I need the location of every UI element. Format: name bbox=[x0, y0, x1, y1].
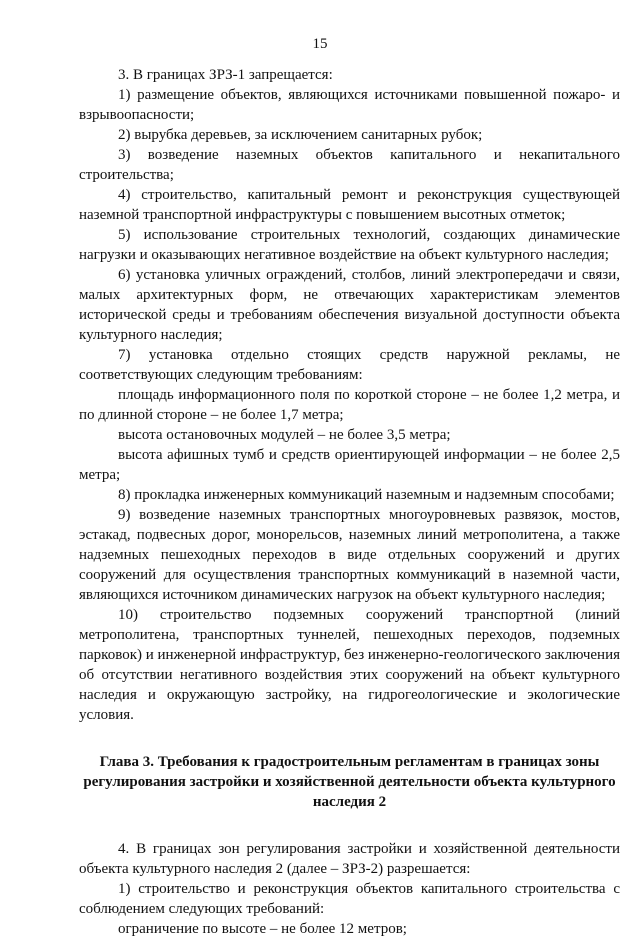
section-3-item: 9) возведение наземных транспортных многоуровневых развязок, мостов, эстакад, подвесных дорог, монорельсов, наземных линий метрополитена, а также надземных пешеходных переходов в виде отдельных сооружений и других сооружений для осуществления транспортных коммуникаций в наземной части, являющихся источником динамических нагрузок на объект культурного наследия; bbox=[79, 507, 620, 603]
section-3-item: 5) использование строительных технологий, создающих динамические нагрузки и оказывающих негативное воздействие на объект культурного наследия; bbox=[79, 227, 620, 263]
page-number: 15 bbox=[312, 36, 328, 52]
section-3-subitem: высота афишных тумб и средств ориентирующей информации – не более 2,5 метра; bbox=[79, 447, 620, 483]
section-3-subitem: высота остановочных модулей – не более 3,5 метра; bbox=[118, 427, 451, 443]
section-3-item: 10) строительство подземных сооружений транспортной (линий метрополитена, транспортных туннелей, пешеходных переходов, подземных парковок) и инженерной инфраструктур, без инженерно-геологического заключения об отсутствии негативного воздействия этих сооружений на объект культурного наследия и окружающую застройку, на гидрогеологические и экологические условия. bbox=[79, 607, 620, 723]
section-3-intro: 3. В границах ЗРЗ-1 запрещается: bbox=[118, 67, 333, 83]
section-3-item: 1) размещение объектов, являющихся источниками повышенной пожаро- и взрывоопасности; bbox=[79, 87, 620, 123]
section-3-subitem: площадь информационного поля по короткой стороне – не более 1,2 метра, и по длинной стороне – не более 1,7 метра; bbox=[79, 387, 620, 423]
section-3-item: 4) строительство, капитальный ремонт и реконструкция существующей наземной транспортной инфраструктуры с повышением высотных отметок; bbox=[79, 187, 620, 223]
document-body bbox=[79, 65, 620, 939]
chapter-3-heading: Глава 3. Требования к градостроительным регламентам в границах зоны регулирования застройки и хозяйственной деятельности объекта культурного наследия 2 bbox=[83, 754, 616, 810]
section-3-item: 7) установка отдельно стоящих средств наружной рекламы, не соответствующих следующим требованиям: bbox=[79, 347, 620, 383]
section-3-item: 6) установка уличных ограждений, столбов, линий электропередачи и связи, малых архитектурных форм, не отвечающих характеристикам элементов исторической среды и требованиям обеспечения визуальной доступности объекта культурного наследия; bbox=[79, 267, 620, 343]
section-3-item: 8) прокладка инженерных коммуникаций наземным и надземным способами; bbox=[118, 487, 615, 503]
section-3-item: 3) возведение наземных объектов капитального и некапитального строительства; bbox=[79, 147, 620, 183]
section-4-subitem: ограничение по высоте – не более 12 метров; bbox=[118, 921, 407, 937]
section-4-item: 1) строительство и реконструкция объектов капитального строительства с соблюдением следующих требований: bbox=[79, 881, 620, 917]
section-4-intro: 4. В границах зон регулирования застройки и хозяйственной деятельности объекта культурного наследия 2 (далее – ЗРЗ-2) разрешается: bbox=[79, 841, 620, 877]
section-3-item: 2) вырубка деревьев, за исключением санитарных рубок; bbox=[118, 127, 483, 143]
